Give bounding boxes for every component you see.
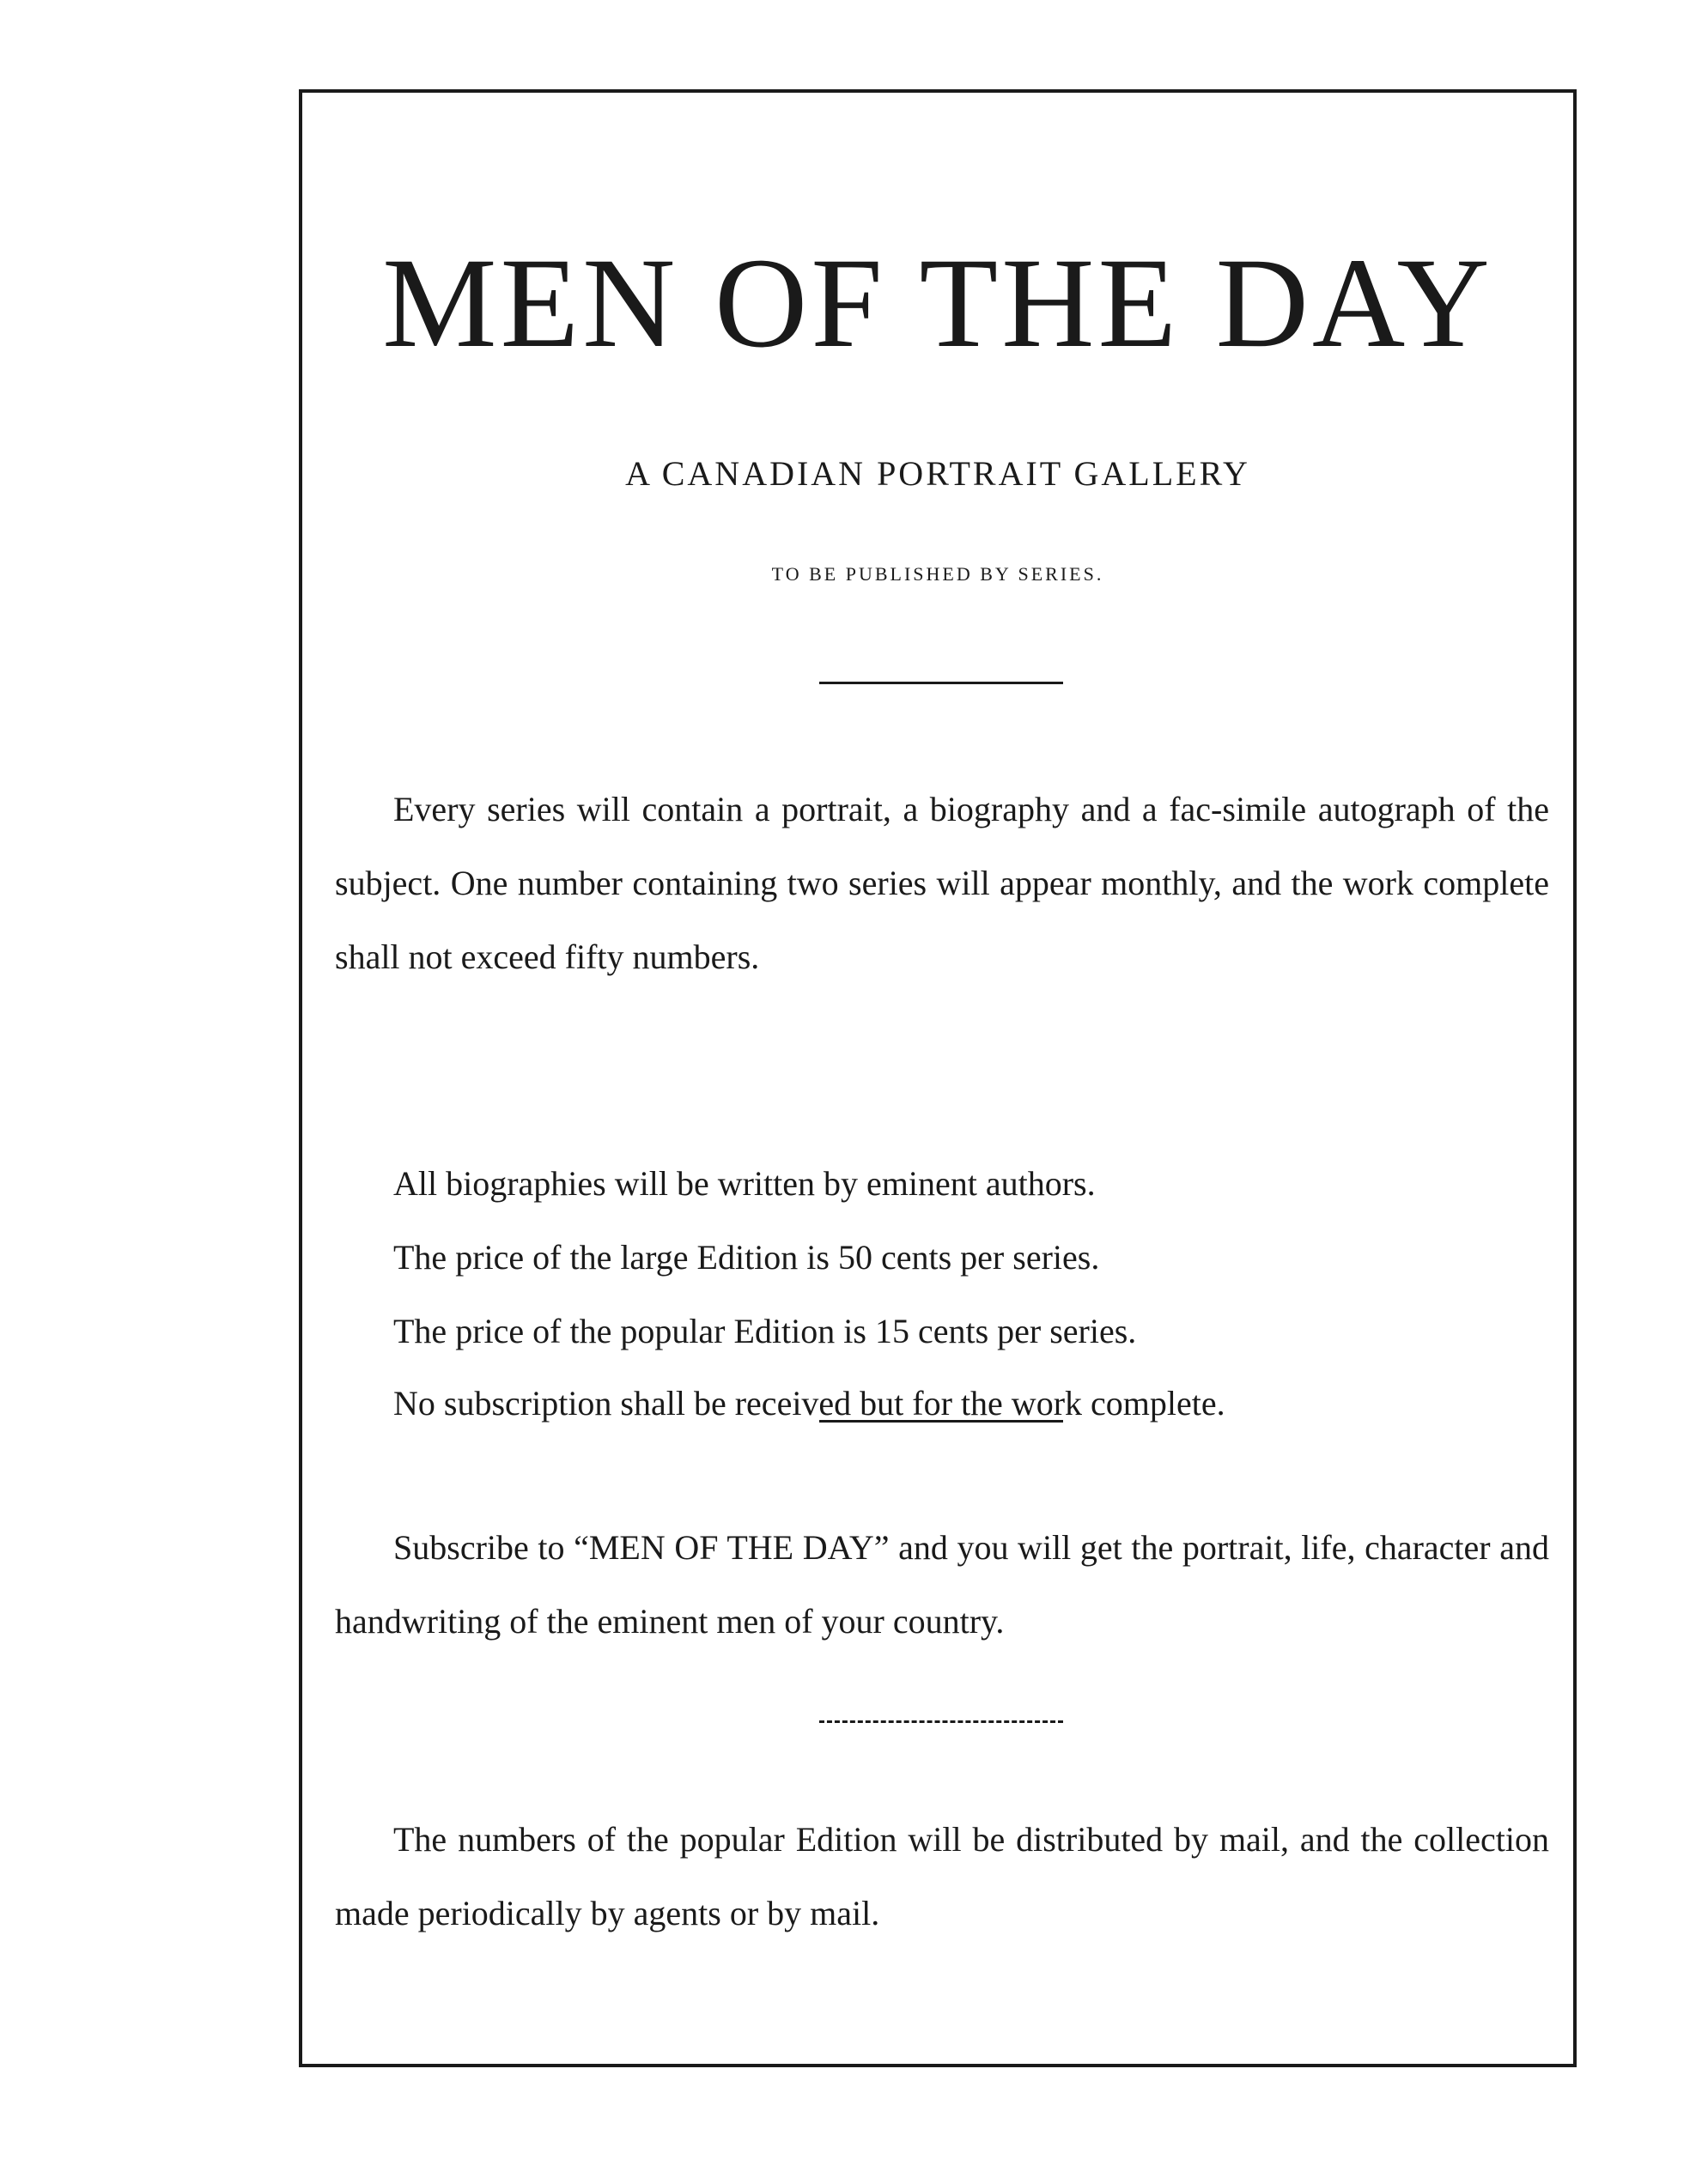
page-title: MEN OF THE DAY (382, 232, 1493, 374)
distribution-paragraph: The numbers of the popular Edition will be distributed by mail, and the collection made periodically by agents or by mail. (335, 1820, 1549, 1932)
divider-rule (819, 682, 1063, 684)
page-subtitle: A CANADIAN PORTRAIT GALLERY (625, 454, 1250, 493)
page-border (299, 89, 1577, 2067)
subscription-terms-line: No subscription shall be received but for the work complete. (393, 1384, 1225, 1423)
divider-rule (819, 1720, 1063, 1723)
page-tagline: TO BE PUBLISHED BY SERIES. (771, 563, 1104, 585)
divider-rule (819, 1420, 1063, 1423)
popular-edition-price-line: The price of the popular Edition is 15 cents per series. (393, 1312, 1137, 1350)
subscribe-paragraph: Subscribe to “MEN OF THE DAY” and you will get the portrait, life, character and handwriting of the eminent men of your country. (335, 1528, 1549, 1641)
authors-line: All biographies will be written by eminent authors. (393, 1164, 1096, 1203)
large-edition-price-line: The price of the large Edition is 50 cents per series. (393, 1238, 1100, 1277)
series-description-paragraph: Every series will contain a portrait, a biography and a fac-simile autograph of the subject. One number containing two series will appear monthly, and the work complete shall not exceed fifty numbers. (335, 790, 1549, 976)
